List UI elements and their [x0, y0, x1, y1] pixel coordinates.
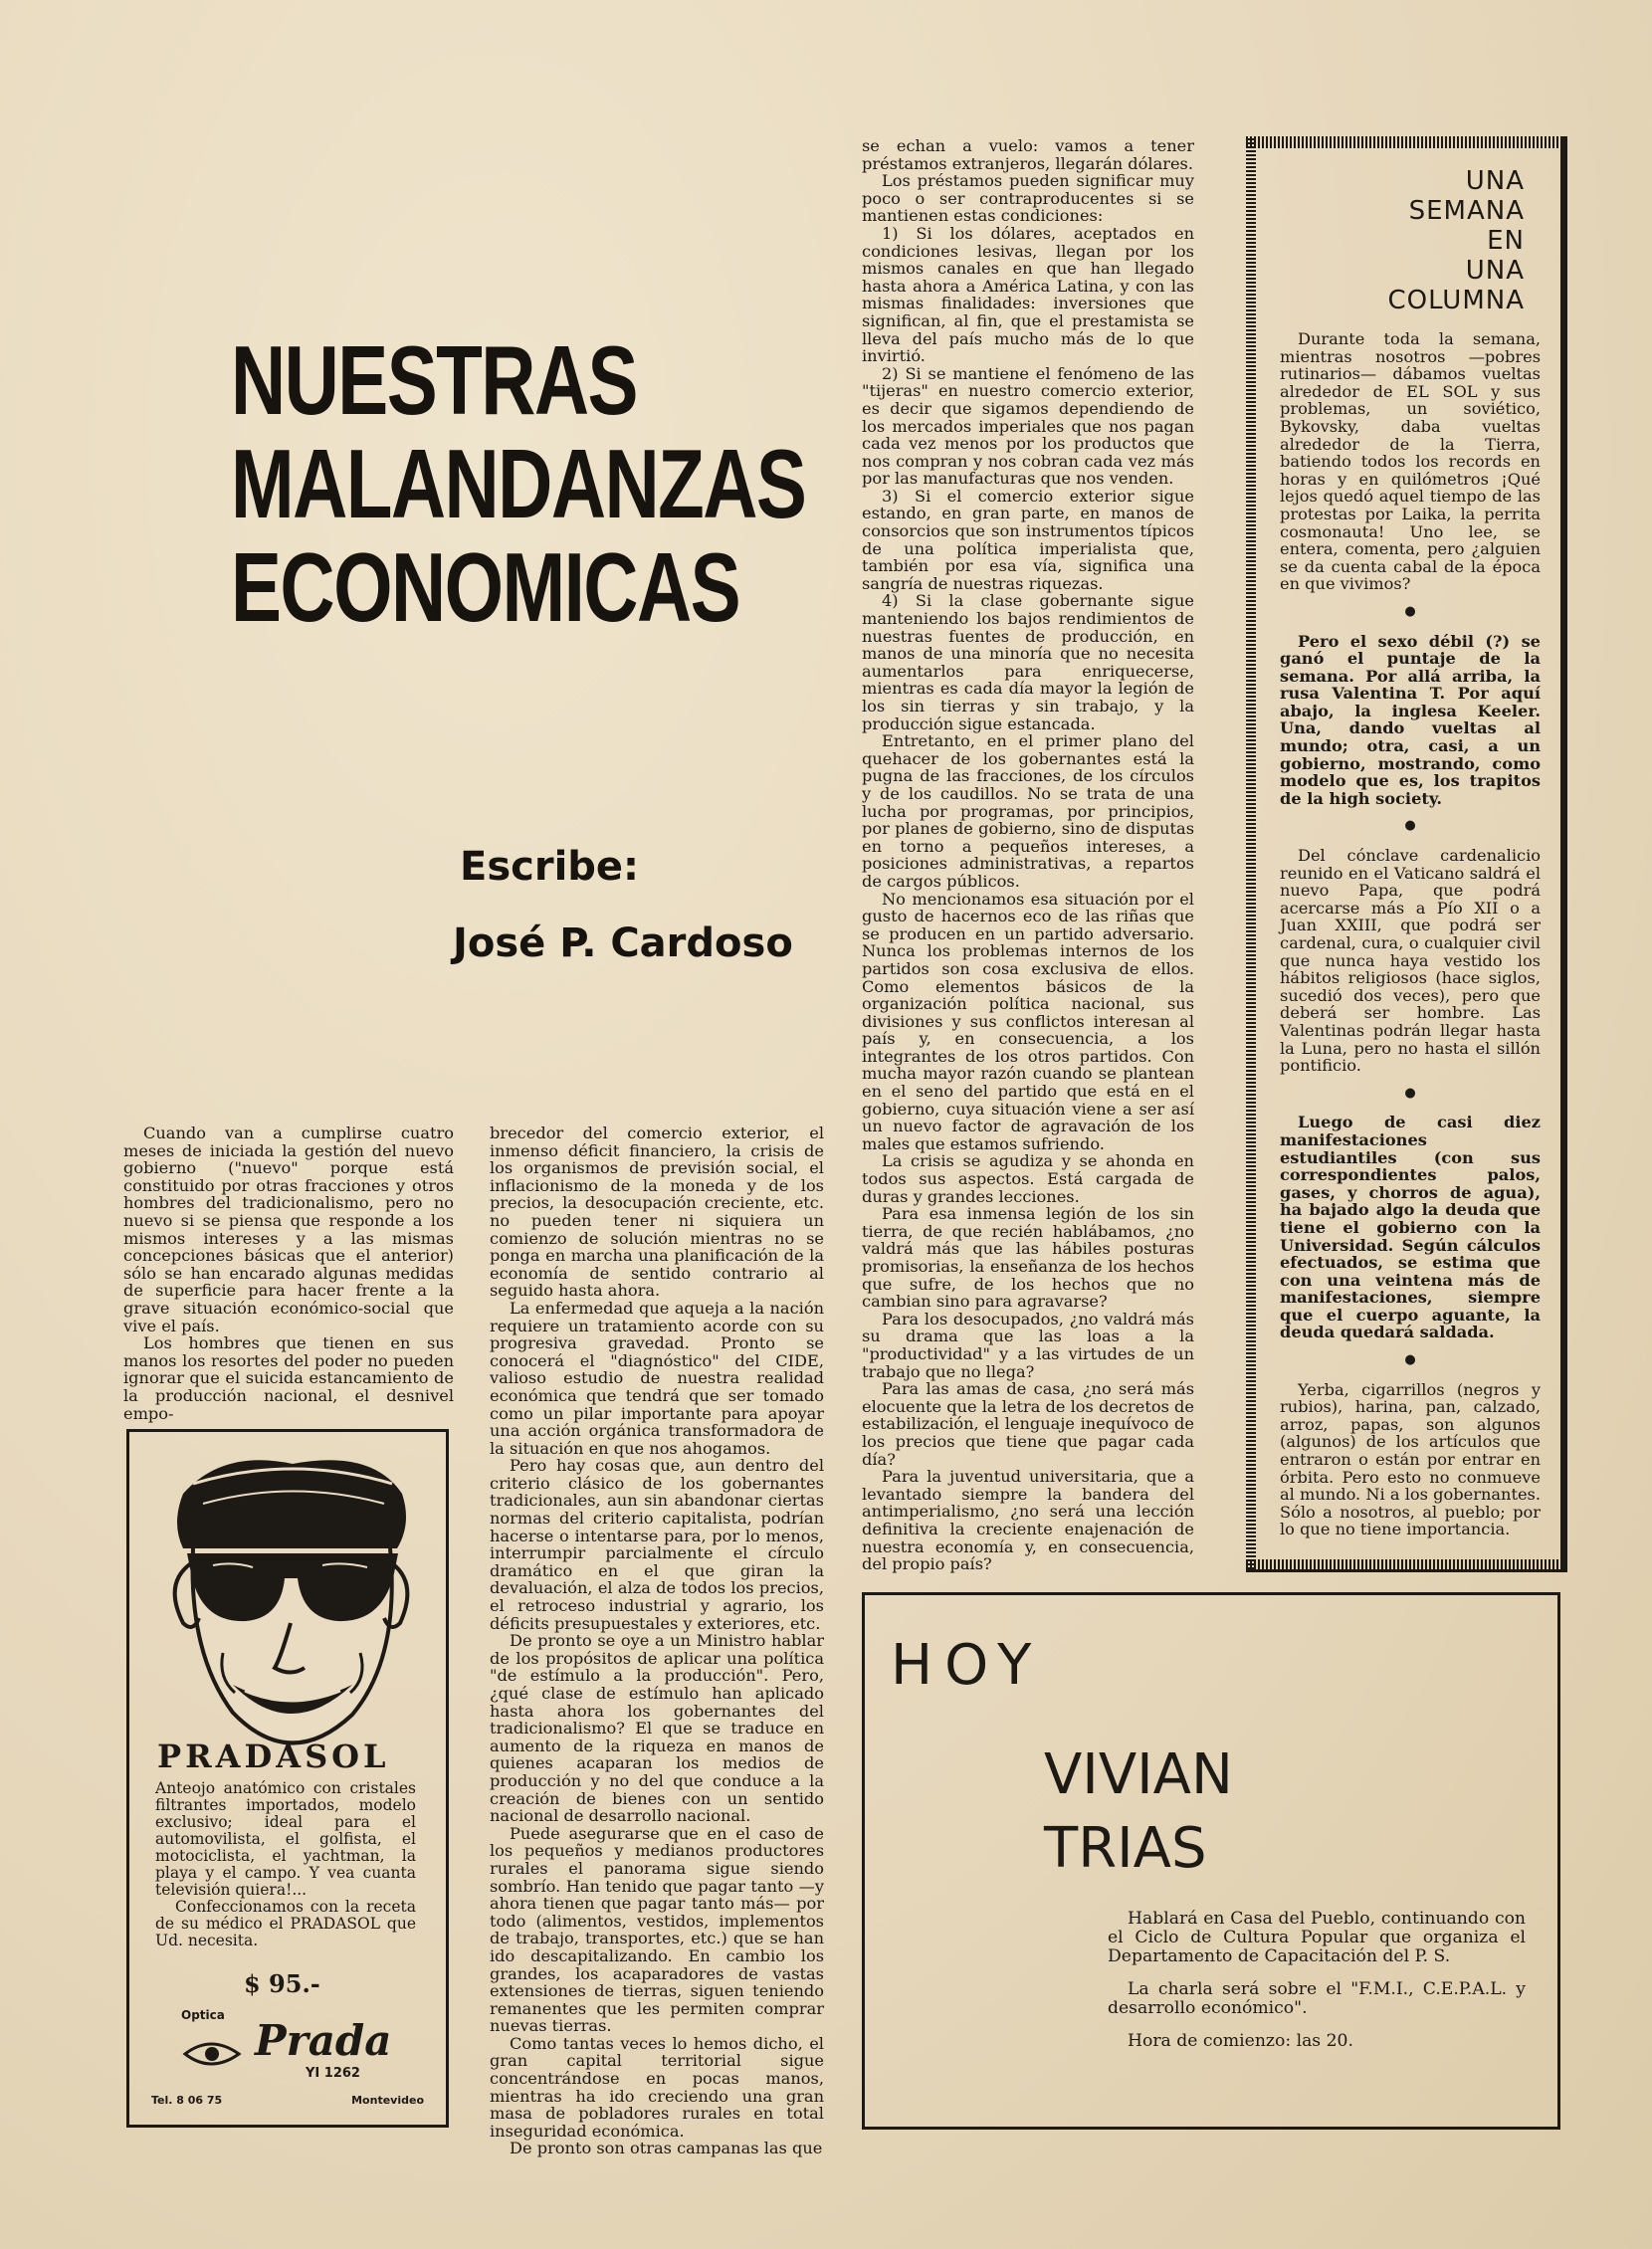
article-paragraph: De pronto son otras campanas las que: [510, 2139, 823, 2158]
ad-paragraph: Confeccionamos con la receta de su médico el PRADASOL que Ud. necesita.: [155, 1898, 416, 1949]
box-title: [1387, 166, 1525, 315]
box-title-line: UNA: [1465, 256, 1525, 286]
box-border-top: [1246, 136, 1560, 148]
headline-line-2: MALANDANZAS: [231, 429, 806, 538]
optica-prada-logo: [181, 2008, 400, 2086]
headline-line-3: ECONOMICAS: [231, 532, 740, 642]
hoy-announcement-box: [862, 1592, 1560, 2130]
byline-label: Escribe:: [460, 844, 640, 890]
logo-prada: Prada: [255, 2016, 392, 2065]
una-semana-box: [1246, 136, 1567, 1572]
ad-paragraph: Anteojo anatómico con cristales filtrantes importados, modelo exclusivo; ideal para el automovilista, el golfista, el motociclista, el yachtman, la playa y el campo. Y vea cuanta televisión quiera!...: [155, 1779, 416, 1899]
article-paragraph: 3) Si el comercio exterior sigue estando, en gran parte, en manos de consorcios que son instrumentos típicos de una política imperialista que, también por esa vía, significa una sangría de nuestras riquezas.: [862, 486, 1194, 593]
article-paragraph: Para las amas de casa, ¿no será más elocuente que la letra de los decretos de estabilización, el lenguaje inequívoco de los precios que tiene que pagar cada día?: [862, 1379, 1194, 1469]
sunglasses-face-illustration: [163, 1454, 418, 1774]
article-paragraph: Entretanto, en el primer plano del quehacer de los gobernantes está la pugna de las fracciones, de los círculos y de los caudillos. No se trata de una lucha por programas, por principios, por planes de gobierno, sino de disputas en torno a pequeños intereses, a posiciones administrativas, a repartos de cargos públicos.: [862, 731, 1194, 891]
article-paragraph: 2) Si se mantiene el fenómeno de las "tijeras" en nuestro comercio exterior, es decir que sigamos dependiendo de los mercados imperiales que nos pagan cada vez menos por los productos que nos compran y nos cobran cada vez más por las manufacturas que nos venden.: [862, 363, 1194, 489]
article-column-2: [490, 1124, 824, 2157]
article-paragraph: Pero hay cosas que, aun dentro del criterio clásico de los gobernantes tradicionales, aun sin abandonar ciertas normas del criterio capitalista, podrían hacerse o intentarse para, por lo menos, interrumpir parcialmente el círculo dramático en el que giran la devaluación, el alza de todos los precios, el retroceso industrial y agrario, los déficits presupuestales y exteriores, etc.: [490, 1456, 824, 1633]
hoy-text: [1108, 1910, 1526, 2065]
hoy-title: HOY: [891, 1633, 1044, 1698]
box-border-left: [1246, 136, 1256, 1569]
logo-address: YI 1262: [306, 2066, 360, 2081]
bullet-icon: ●: [1404, 818, 1416, 834]
box-title-line: EN: [1487, 226, 1525, 256]
article-paragraph: Para los desocupados, ¿no valdrá más su drama que las loas a la "productividad" y a las virtudes de un trabajo que no llega?: [862, 1309, 1194, 1381]
hoy-paragraph: La charla será sobre el "F.M.I., C.E.P.A.L. y desarrollo económico".: [1108, 1979, 1526, 2018]
box-paragraph: Yerba, cigarrillos (negros y rubios), harina, pan, calzado, arroz, papas, son algunos (algunos) de los artículos que entraron o están por entrar en órbita. Pero esto no conmueve al mundo. Ni a los gobernantes. Sólo a nosotros, al pueblo; por lo que no tiene importancia.: [1280, 1379, 1541, 1539]
ad-text: [155, 1780, 416, 1949]
pradasol-ad: [126, 1429, 449, 2128]
logo-optica: Optica: [181, 2008, 225, 2022]
headline: [231, 325, 806, 642]
box-title-line: COLUMNA: [1387, 286, 1525, 315]
box-body: [1280, 330, 1541, 1538]
article-paragraph: Los préstamos pueden significar muy poco o ser contraproducentes si se mantienen estas condiciones:: [862, 171, 1194, 226]
box-paragraph: Pero el sexo débil (?) se ganó el puntaje de la semana. Por allá arriba, la rusa Valentina T. Por aquí abajo, la inglesa Keeler. Una, dando vueltas al mundo; otra, casi, a un gobierno, mostrando, como modelo que es, los trapitos de la high society.: [1280, 631, 1541, 808]
article-paragraph: Puede asegurarse que en el caso de los pequeños y medianos productores rurales el panorama sigue siendo sombrío. Han tenido que pagar tanto —y ahora tienen que pagar tanto más— por todo (alimentos, vestidos, implementos de trabajo, transportes, etc.) que se han ido descapitalizando. En cambio los grandes, los acaparadores de vastas extensiones de tierras, siguen teniendo remanentes que les permiten comprar nuevas tierras.: [490, 1823, 824, 2036]
article-paragraph: 1) Si los dólares, aceptados en condiciones lesivas, llegan por los mismos canales en que han llegado hasta ahora a América Latina, y con las mismas finalidades: inversiones que significan, al fin, que el prestamista se lleva del país mucho más de lo que invirtió.: [862, 223, 1194, 366]
article-column-1: [123, 1124, 454, 1422]
box-title-line: UNA: [1465, 166, 1525, 196]
speaker-first-name: VIVIAN: [1044, 1742, 1233, 1807]
box-paragraph: Del cónclave cardenalicio reunido en el Vaticano saldrá el nuevo Papa, que podrá acercarse más a Pío XII o a Juan XXIII, que podrá ser cardenal, cura, o cualquier civil que nunca haya vestido los hábitos religiosos (hace siglos, sucedió dos veces), pero que deberá ser hombre. Las Valentinas podrán llegar hasta la Luna, pero no hasta el sillón pontificio.: [1280, 846, 1541, 1076]
article-paragraph: La crisis se agudiza y se ahonda en todos sus aspectos. Está cargada de duras y grandes lecciones.: [862, 1151, 1194, 1206]
article-column-3: [862, 137, 1194, 1573]
hoy-paragraph: Hora de comienzo: las 20.: [1128, 2031, 1353, 2051]
box-border-bottom: [1246, 1559, 1560, 1571]
byline-author: José P. Cardoso: [453, 920, 793, 966]
hoy-paragraph: Hablará en Casa del Pueblo, continuando con el Ciclo de Cultura Popular que organiza el Departamento de Capacitación del P. S.: [1108, 1909, 1526, 1966]
ad-price: $ 95.-: [244, 1969, 320, 1998]
bullet-icon: ●: [1404, 1352, 1416, 1368]
bullet-icon: ●: [1404, 1085, 1416, 1101]
article-paragraph: La enfermedad que aqueja a la nación requiere un tratamiento acorde con su progresiva gravedad. Pronto se conocerá el "diagnóstico" del CIDE, valioso estudio de nuestra realidad económica que tendrá que ser tomado como un pilar importante para apoyar una acción orgánica transformadora de la situación en que nos ahogamos.: [490, 1298, 824, 1458]
article-paragraph: No mencionamos esa situación por el gusto de hacernos eco de las riñas que se producen en un partido adversario. Nunca los problemas internos de los partidos son cosa exclusiva de ellos. Como elementos básicos de la organización política nacional, sus divisiones y sus conflictos interesan al país y, en consecuencia, a los integrantes de los otros partidos. Con mucha mayor razón cuando se plantean en el seno del partido que está en el gobierno, cuya situación viene a ser así un nuevo factor de agravación de los males que estamos sufriendo.: [862, 889, 1194, 1153]
box-paragraph: Luego de casi diez manifestaciones estudiantiles (con sus correspondientes palos, gases, y chorros de agua), ha bajado algo la deuda que tiene el gobierno con la Universidad. Según cálculos efectuados, se estima que con una veintena más de manifestaciones, siempre que el cuerpo aguante, la deuda quedará saldada.: [1280, 1113, 1541, 1342]
ad-telephone: Tel. 8 06 75: [151, 2094, 223, 2107]
article-paragraph: De pronto se oye a un Ministro hablar de los propósitos de aplicar una política "de estímulo a la producción". Pero, ¿qué clase de estímulo han aplicado hasta ahora los gobernantes del tradicionalismo? El que se traduce en aumento de la riqueza en manos de quienes acaparan los medios de producción y no del que conduce a la creación de bienes con un sentido nacional de desarrollo nacional.: [490, 1631, 824, 1826]
box-paragraph: Durante toda la semana, mientras nosotros —pobres rutinarios— dábamos vueltas alrededor de EL SOL y sus problemas, un soviético, Bykovsky, daba vueltas alrededor de la Tierra, batiendo todos los records en horas y en quilómetros ¡Qué lejos quedó aquel tiempo de las protestas por Laika, la perrita cosmonauta! Uno lee, se entera, comenta, pero ¿alguien se da cuenta cabal de la época en que vivimos?: [1280, 329, 1541, 594]
article-paragraph: brecedor del comercio exterior, el inmenso déficit financiero, la crisis de los organismos de previsión social, el inflacionismo de la moneda y de los precios, la desocupación creciente, etc. no pueden tener ni siquiera un comienzo de solución mientras no se ponga en marcha una planificación de la economía de sentido contrario al seguido hasta ahora.: [490, 1124, 824, 1301]
box-title-line: SEMANA: [1408, 196, 1525, 226]
article-paragraph: Para esa inmensa legión de los sin tierra, de que recién hablábamos, ¿no valdrá más que las hábiles posturas promisorias, la enseñanza de los hechos que sufre, de los hechos que no cambian sino para agravarse?: [862, 1204, 1194, 1312]
ad-brand: PRADASOL: [157, 1738, 390, 1775]
article-paragraph: se echan a vuelo: vamos a tener préstamos extranjeros, llegarán dólares.: [862, 136, 1194, 173]
article-paragraph: Para la juventud universitaria, que a levantado siempre la bandera del antimperialismo, ¿no será una lección definitiva la creciente enajenación de nuestra economía y, en consecuencia, del propio país?: [862, 1467, 1194, 1574]
bullet-icon: ●: [1404, 603, 1416, 619]
article-paragraph: Los hombres que tienen en sus manos los resortes del poder no pueden ignorar que el suicida estancamiento de la producción nacional, el desnivel empo-: [123, 1333, 454, 1423]
headline-line-1: NUESTRAS: [231, 325, 637, 435]
article-paragraph: Como tantas veces lo hemos dicho, el gran capital territorial sigue concentrándose en pocas manos, mientras ha ido creciendo una gran masa de pobladores rurales en total inseguridad económica.: [490, 2033, 824, 2141]
ad-city: Montevideo: [351, 2094, 424, 2107]
speaker-last-name: TRIAS: [1044, 1816, 1207, 1881]
article-paragraph: Cuando van a cumplirse cuatro meses de iniciada la gestión del nuevo gobierno ("nuevo" porque está constituido por otras fracciones y otros hombres del tradicionalismo, pero no nuevo si se piensa que responde a los mismos intereses y a las mismas concepciones básicas que el anterior) sólo se han encarado algunas medidas de superficie para hacer frente a la grave situación económico-social que vive el país.: [123, 1124, 454, 1335]
article-paragraph: 4) Si la clase gobernante sigue manteniendo los bajos rendimientos de nuestras fuentes de producción, en manos de una minoría que no necesita aumentarlos para enriquecerse, mientras es cada día mayor la legión de los sin tierras y sin trabajo, y la producción sigue estancada.: [862, 591, 1194, 733]
